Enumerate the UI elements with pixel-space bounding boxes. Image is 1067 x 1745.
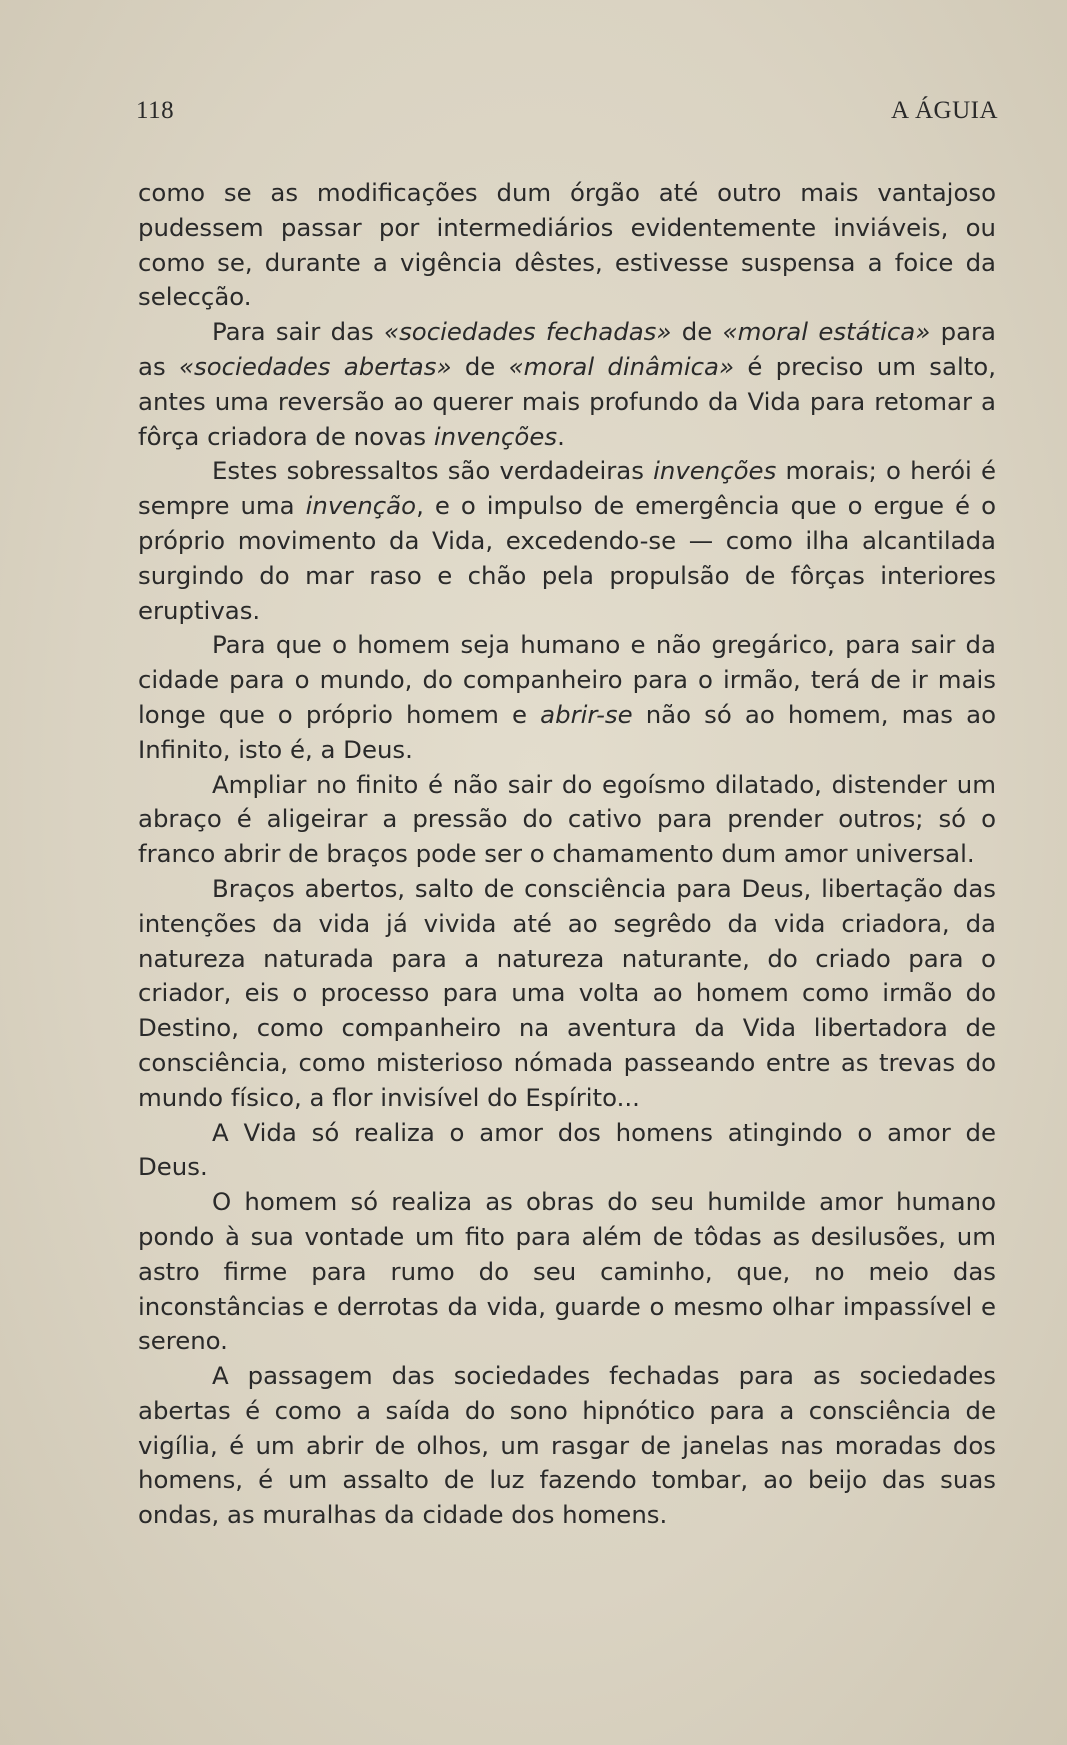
text-run: como se as modificações dum órgão até outro mais vantajoso pudessem passar por intermediários evidentemente inviáveis, ou como se, durante a vigência dêstes, estivesse suspensa a foice da selecção.	[138, 178, 996, 312]
text-run: morais; o herói é sempre uma	[138, 456, 996, 521]
paragraph	[138, 1185, 996, 1359]
italic-phrase: invenções	[653, 456, 777, 486]
journal-title: A ÁGUIA	[891, 97, 998, 124]
italic-phrase: «moral dinâmica»	[508, 351, 735, 381]
body-text	[138, 176, 996, 1533]
text-run: A passagem das sociedades fechadas para as sociedades abertas é como a saída do sono hipnótico para a consciência de vigília, é um abrir de olhos, um rasgar de janelas nas moradas dos homens, é um assalto de luz fazendo tombar, ao beijo das suas ondas, as muralhas da cidade dos homens.	[138, 1361, 996, 1530]
text-run: A Vida só realiza o amor dos homens atingindo o amor de Deus.	[138, 1117, 996, 1182]
paragraph	[138, 1116, 996, 1186]
paragraph	[138, 628, 996, 767]
text-run: Braços abertos, salto de consciência para Deus, libertação das intenções da vida já vivida até ao segrêdo da vida criadora, da natureza naturada para a natureza naturante, do criado para o criador, eis o processo para uma volta ao homem como irmão do Destino, como companheiro na aventura da Vida libertadora de consciência, como misterioso nómada passeando entre as trevas do mundo físico, a flor invisível do Espírito...	[138, 873, 996, 1112]
page-number: 118	[136, 97, 175, 124]
paragraph	[138, 454, 996, 628]
text-run: O homem só realiza as obras do seu humilde amor humano pondo à sua vontade um fito para além de tôdas as desilusões, um astro firme para rumo do seu caminho, que, no meio das inconstâncias e derrotas da vida, guarde o mesmo olhar impassível e sereno.	[138, 1187, 996, 1356]
text-run: , e o impulso de emergência que o ergue é o próprio movimento da Vida, excedendo-se — como ilha alcantilada surgindo do mar raso e chão pela propulsão de fôrças interiores eruptivas.	[138, 491, 996, 625]
text-run: não só ao homem, mas ao Infinito, isto é, a Deus.	[138, 699, 996, 764]
text-run: de	[451, 351, 509, 381]
italic-phrase: «moral estática»	[722, 317, 931, 347]
text-run: .	[557, 421, 565, 451]
text-run: Estes sobressaltos são verdadeiras	[212, 456, 654, 486]
italic-phrase: abrir-se	[540, 699, 633, 729]
italic-phrase: «sociedades abertas»	[178, 351, 452, 381]
text-run: Ampliar no finito é não sair do egoísmo dilatado, distender um abraço é aligeirar a pressão do cativo para prender outros; só o franco abrir de braços pode ser o chamamento dum amor universal.	[138, 769, 996, 869]
italic-phrase: invenção	[305, 491, 417, 521]
paragraph	[138, 872, 996, 1116]
text-run: de	[671, 317, 723, 347]
text-run: para as	[138, 317, 996, 381]
paragraph	[138, 315, 996, 454]
running-head	[136, 97, 998, 131]
text-run: é preciso um salto, antes uma reversão ao querer mais profundo da Vida para retomar a fôrça criadora de novas	[138, 351, 996, 451]
italic-phrase: «sociedades fechadas»	[384, 317, 672, 347]
paragraph	[138, 176, 996, 315]
text-run: Para sair das	[212, 317, 385, 347]
paragraph	[138, 1359, 996, 1533]
text-run: Para que o homem seja humano e não gregárico, para sair da cidade para o mundo, do companheiro para o irmão, terá de ir mais longe que o próprio homem e	[138, 630, 996, 729]
paragraph	[138, 768, 996, 872]
italic-phrase: invenções	[433, 421, 558, 451]
